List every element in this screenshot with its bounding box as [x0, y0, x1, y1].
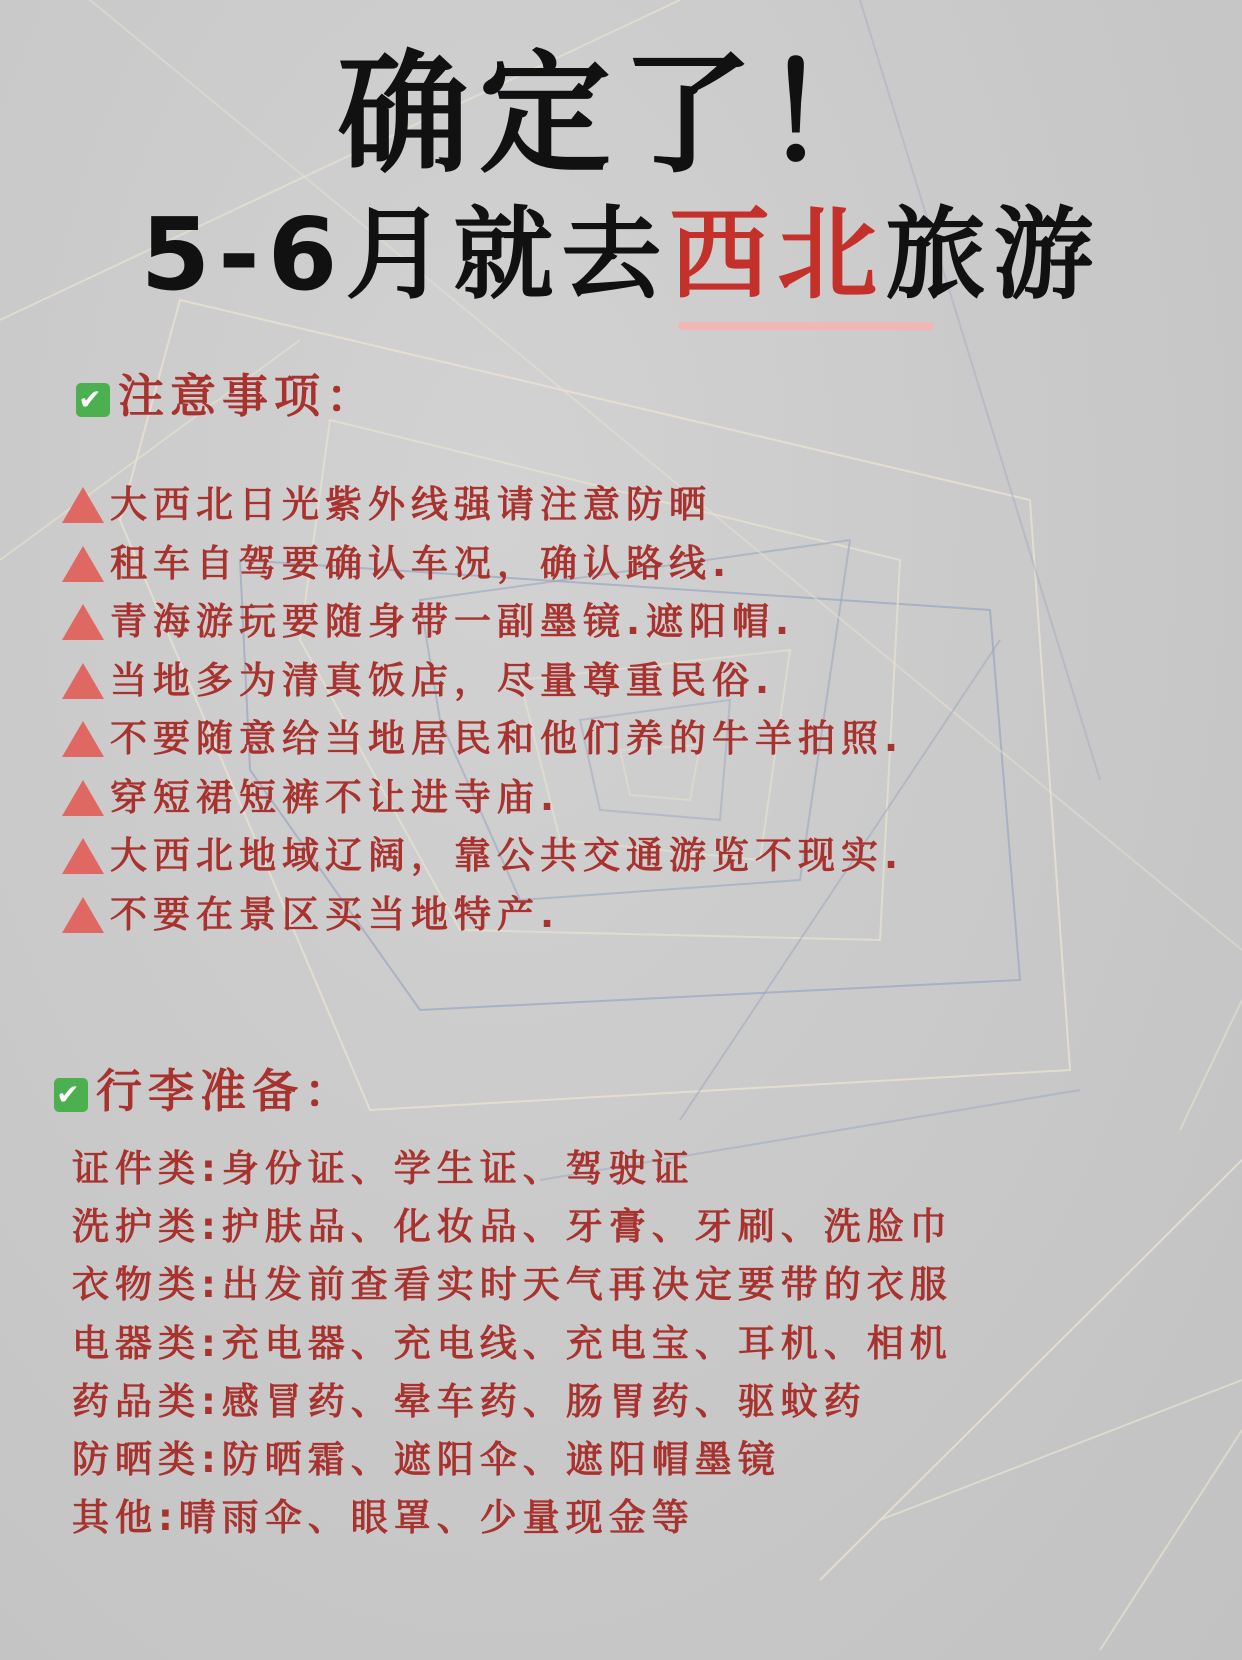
title-highlight: 西北: [669, 196, 886, 313]
list-item: 防晒类:防晒霜、遮阳伞、遮阳帽墨镜: [72, 1437, 781, 1481]
list-item: 洗护类:护肤品、化妆品、牙膏、牙刷、洗脸巾: [72, 1205, 953, 1249]
title-line-2: [0, 195, 1242, 315]
list-item: 电器类:充电器、充电线、充电宝、耳机、相机: [72, 1321, 953, 1365]
list-item: 不要随意给当地居民和他们养的牛羊拍照.: [62, 710, 1202, 769]
warning-triangle-icon: [62, 721, 104, 757]
list-item: 其他:晴雨伞、眼罩、少量现金等: [72, 1496, 695, 1540]
list-item: 青海游玩要随身带一副墨镜.遮阳帽.: [62, 593, 1202, 652]
list-item: 大西北地域辽阔，靠公共交通游览不现实.: [62, 827, 1202, 886]
warning-triangle-icon: [62, 897, 104, 933]
check-mark-icon: ✔: [76, 383, 110, 417]
title-line-1: 确定了！: [337, 38, 905, 192]
title-suffix: 旅游: [885, 196, 1102, 313]
list-item: 租车自驾要确认车况，确认路线.: [62, 535, 1202, 594]
warning-triangle-icon: [62, 663, 104, 699]
list-item: 衣物类:出发前查看实时天气再决定要带的衣服: [72, 1263, 953, 1307]
notices-heading-text: 注意事项：: [118, 369, 378, 423]
warning-triangle-icon: [62, 487, 104, 523]
warning-triangle-icon: [62, 838, 104, 874]
luggage-heading: [54, 1055, 356, 1121]
list-item: 当地多为清真饭店，尽量尊重民俗.: [62, 652, 1202, 711]
warning-triangle-icon: [62, 604, 104, 640]
list-item: 穿短裙短裤不让进寺庙.: [62, 769, 1202, 828]
luggage-heading-text: 行李准备：: [96, 1064, 356, 1118]
warning-triangle-icon: [62, 546, 104, 582]
highlight-underline: [678, 322, 934, 330]
check-mark-icon: ✔: [54, 1078, 88, 1112]
notices-heading: [76, 360, 378, 426]
title-prefix: 5-6月就去: [140, 196, 670, 313]
list-item: 药品类:感冒药、晕车药、肠胃药、驱蚊药: [72, 1379, 867, 1423]
list-item: 不要在景区买当地特产.: [62, 886, 1202, 945]
list-item: 证件类:身份证、学生证、驾驶证: [72, 1147, 695, 1190]
notices-list: [62, 476, 1202, 944]
list-item: 大西北日光紫外线强请注意防晒: [62, 476, 1202, 535]
luggage-list: [72, 1140, 1212, 1547]
warning-triangle-icon: [62, 780, 104, 816]
